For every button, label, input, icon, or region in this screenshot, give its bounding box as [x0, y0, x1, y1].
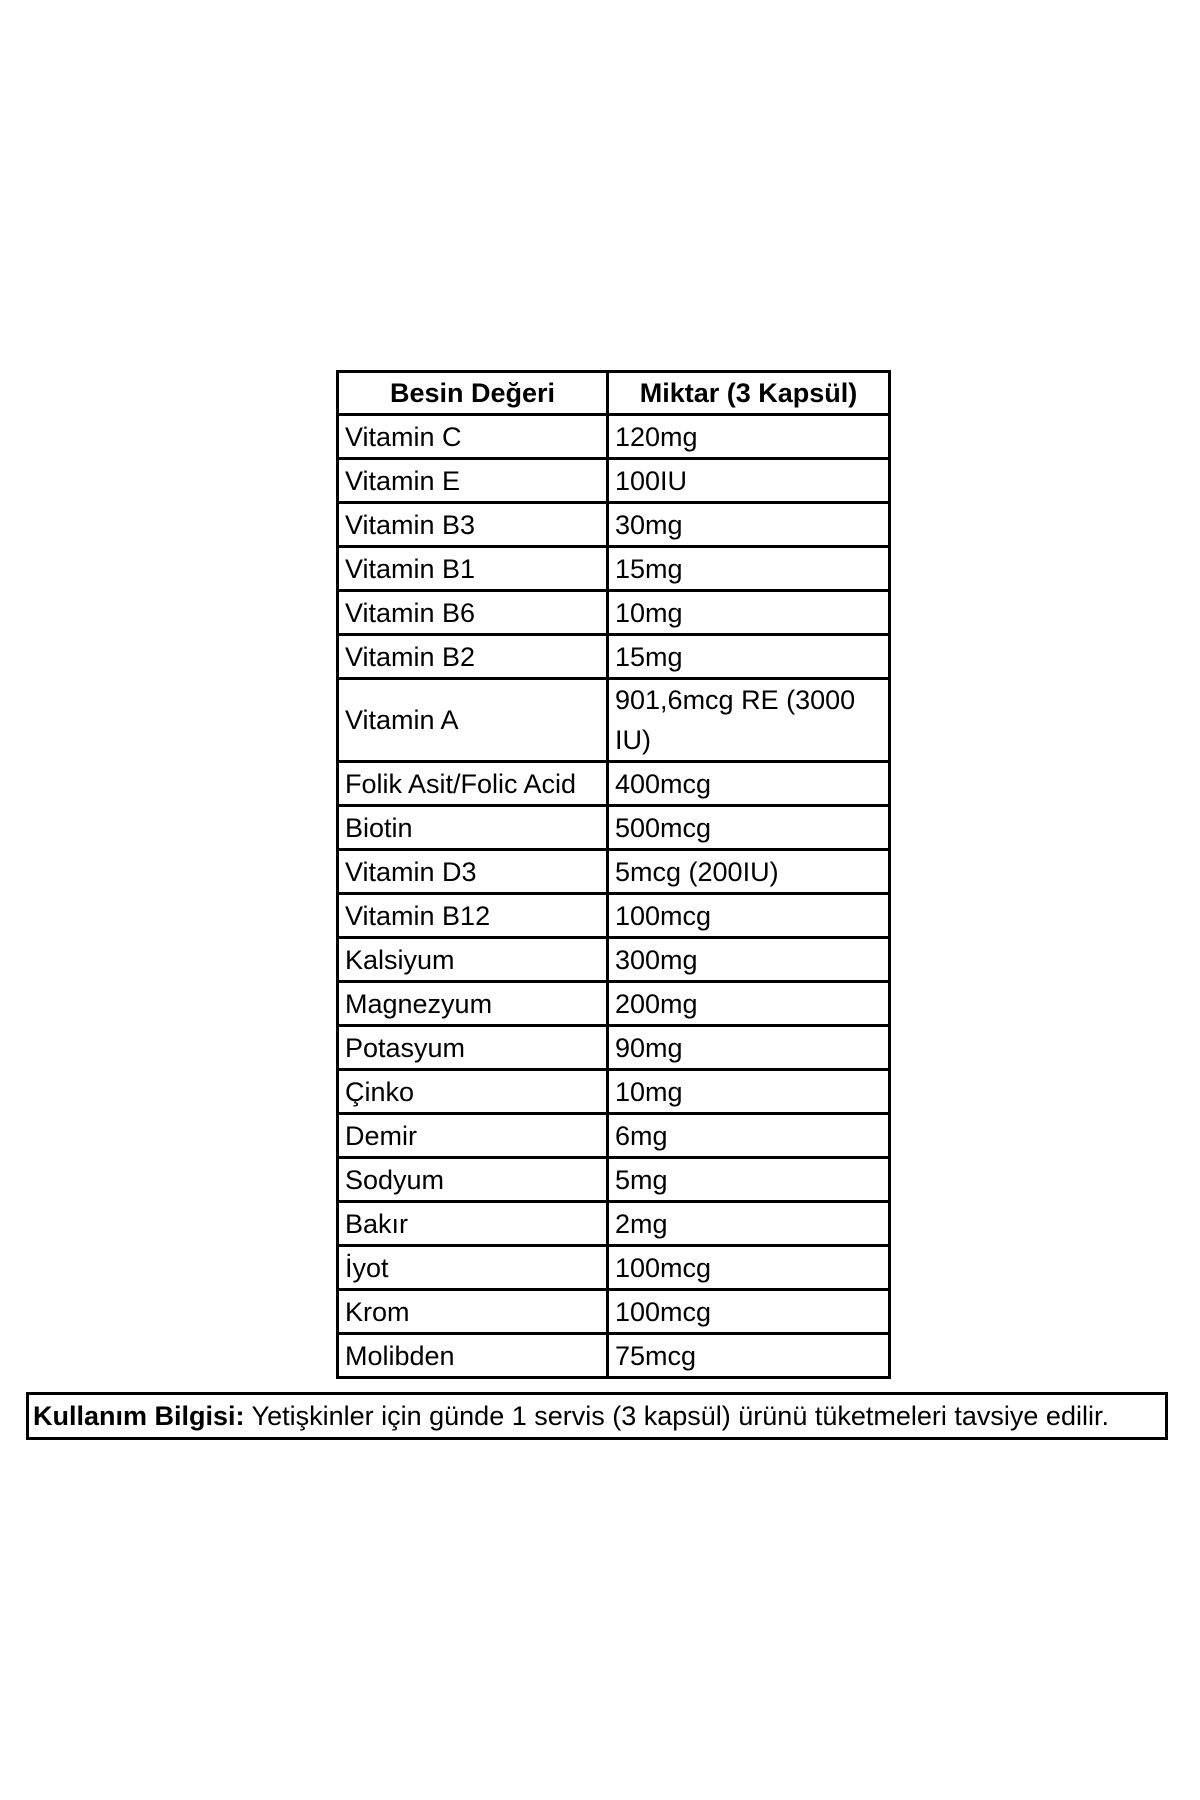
nutrient-amount-cell: 500mcg	[608, 806, 890, 850]
nutrient-amount-cell: 6mg	[608, 1114, 890, 1158]
table-row	[338, 1114, 890, 1158]
nutrient-name-cell: Magnezyum	[338, 982, 608, 1026]
table-row	[338, 1290, 890, 1334]
nutrient-amount-cell: 120mg	[608, 415, 890, 459]
table-row	[338, 679, 890, 762]
table-row	[338, 547, 890, 591]
nutrient-name-cell: Vitamin C	[338, 415, 608, 459]
nutrient-amount-cell: 10mg	[608, 591, 890, 635]
nutrient-name-cell: Sodyum	[338, 1158, 608, 1202]
nutrient-name-cell: Bakır	[338, 1202, 608, 1246]
nutrient-name-cell: Folik Asit/Folic Acid	[338, 762, 608, 806]
nutrient-amount-cell: 100mcg	[608, 894, 890, 938]
table-row	[338, 503, 890, 547]
table-row	[338, 1158, 890, 1202]
nutrient-name-cell: Vitamin D3	[338, 850, 608, 894]
nutrient-name-cell: İyot	[338, 1246, 608, 1290]
nutrient-amount-cell: 100mcg	[608, 1290, 890, 1334]
nutrient-amount-cell: 400mcg	[608, 762, 890, 806]
nutrient-name-cell: Çinko	[338, 1070, 608, 1114]
nutrient-amount-cell: 200mg	[608, 982, 890, 1026]
nutrient-amount-cell: 5mg	[608, 1158, 890, 1202]
nutrient-name-cell: Vitamin A	[338, 679, 608, 762]
nutrient-amount-cell: 901,6mcg RE (3000 IU)	[608, 679, 890, 762]
table-row	[338, 806, 890, 850]
nutrient-amount-cell: 15mg	[608, 635, 890, 679]
nutrient-amount-cell: 5mcg (200IU)	[608, 850, 890, 894]
nutrient-amount-cell: 90mg	[608, 1026, 890, 1070]
nutrient-name-cell: Demir	[338, 1114, 608, 1158]
table-row	[338, 1334, 890, 1378]
usage-note	[26, 1392, 1168, 1440]
table-row	[338, 591, 890, 635]
nutrient-amount-cell: 100mcg	[608, 1246, 890, 1290]
table-row	[338, 982, 890, 1026]
nutrient-amount-cell: 10mg	[608, 1070, 890, 1114]
nutrient-amount-cell: 75mcg	[608, 1334, 890, 1378]
nutrient-name-cell: Potasyum	[338, 1026, 608, 1070]
table-row	[338, 1070, 890, 1114]
nutrient-name-cell: Vitamin B1	[338, 547, 608, 591]
table-row	[338, 894, 890, 938]
table-body	[338, 415, 890, 1378]
nutrient-amount-cell: 15mg	[608, 547, 890, 591]
usage-label: Kullanım Bilgisi:	[33, 1401, 245, 1431]
nutrient-amount-cell: 30mg	[608, 503, 890, 547]
table-row	[338, 1202, 890, 1246]
nutrient-name-cell: Vitamin E	[338, 459, 608, 503]
table-header-row	[338, 372, 890, 415]
nutrient-name-cell: Krom	[338, 1290, 608, 1334]
table-row	[338, 762, 890, 806]
header-nutrient: Besin Değeri	[338, 372, 608, 415]
nutrient-amount-cell: 100IU	[608, 459, 890, 503]
nutrient-name-cell: Biotin	[338, 806, 608, 850]
nutrient-name-cell: Vitamin B6	[338, 591, 608, 635]
usage-text: Yetişkinler için günde 1 servis (3 kapsül) ürünü tüketmeleri tavsiye edilir.	[244, 1401, 1109, 1431]
nutrient-amount-cell: 2mg	[608, 1202, 890, 1246]
header-amount: Miktar (3 Kapsül)	[608, 372, 890, 415]
table-row	[338, 1026, 890, 1070]
nutrient-name-cell: Molibden	[338, 1334, 608, 1378]
table-row	[338, 850, 890, 894]
table-row	[338, 1246, 890, 1290]
nutrient-name-cell: Vitamin B3	[338, 503, 608, 547]
table-row	[338, 459, 890, 503]
nutrient-name-cell: Vitamin B2	[338, 635, 608, 679]
table-row	[338, 938, 890, 982]
nutrient-name-cell: Vitamin B12	[338, 894, 608, 938]
table-row	[338, 635, 890, 679]
table-row	[338, 415, 890, 459]
nutrition-table	[336, 370, 891, 1379]
nutrient-name-cell: Kalsiyum	[338, 938, 608, 982]
nutrient-amount-cell: 300mg	[608, 938, 890, 982]
